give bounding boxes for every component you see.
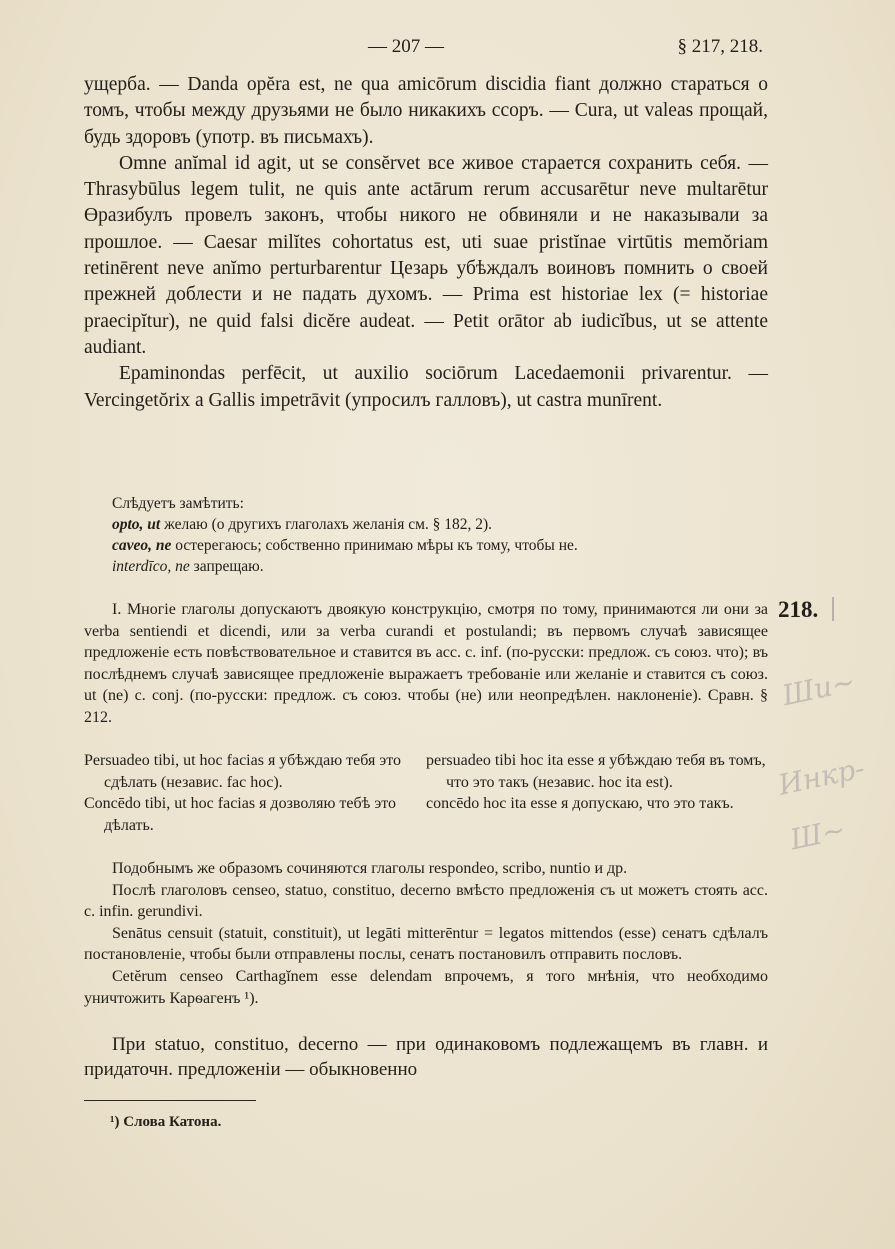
note-item-2: caveo, ne остерегаюсь; собственно принимаю мѣры къ тому, чтобы не. <box>112 537 578 554</box>
closing-paragraph: При statuo, constituo, decerno — при одинаковомъ подлежащемъ въ главн. и придаточн. предложенiи — обыкновенно <box>84 1034 768 1080</box>
main-text-block <box>84 72 768 414</box>
margin-bracket <box>832 597 834 621</box>
examples-table <box>84 750 768 836</box>
footnote: ¹) Слова Катона. <box>110 1114 222 1130</box>
page-number: — 207 — <box>368 36 444 57</box>
after-paragraph-3: Senātus censuit (statuit, constituit), ut legāti mitterēntur = legatos mittendos (esse) сенатъ сдѣлалъ постановленie, чтобы были отправлены послы, сенатъ постановилъ отправить пословъ. <box>84 924 768 964</box>
notes-heading: Слѣдуетъ замѣтить: <box>112 495 244 512</box>
footnote-rule <box>84 1100 256 1101</box>
section-218-intro: I. Многie глаголы допускаютъ двоякую конструкцію, смотря по тому, принимаются ли они за verba sentiendi et dicendi, или за verba curandi et postulandi; въ первомъ случаѣ зависящее предложенie есть повѣствовательное и ставится въ acc. c. inf. (по-русски: предлож. съ союз. что); въ послѣднемъ случаѣ зависящее предложенie выражаетъ требованie или желанie и ставится съ союз. ut (ne) c. conj. (по-русски: предлож. съ союз. чтобы (не) или неопредѣлен. наклоненie). Сравн. § 212. <box>84 601 768 726</box>
example-left: Concēdo tibi, ut hoc facias я дозволяю тебѣ это дѣлать. <box>84 795 396 834</box>
paragraph-1: ущерба. — Danda opĕra est, ne qua amicōrum discidia fiant должно стараться о томъ, чтобы между друзьями не было никакихъ ссоръ. — Cura, ut valeas прощай, будь здоровъ (употр. въ письмахъ). <box>84 74 768 148</box>
section-reference: § 217, 218. <box>677 36 763 57</box>
example-right: persuadeo tibi hoc ita esse я убѣждаю тебя въ томъ, что это такъ (независ. hoc ita est). <box>426 752 766 791</box>
section-218-after <box>84 858 768 1009</box>
example-row <box>84 750 768 793</box>
notes-block <box>84 493 768 577</box>
after-paragraph-1: Подобнымъ же образомъ сочиняются глаголы respondeo, scribo, nuntio и др. <box>112 860 628 877</box>
pencil-annotation: Ш~ <box>787 812 849 857</box>
section-number: 218. <box>778 597 819 622</box>
page-header <box>0 36 895 60</box>
note-item-3: interdīco, ne запрещаю. <box>112 558 264 575</box>
pencil-annotation: Инкр- <box>775 751 868 802</box>
note-item-1: opto, ut желаю (о другихъ глаголахъ желанія см. § 182, 2). <box>112 516 493 533</box>
example-row <box>84 793 768 836</box>
example-left: Persuadeo tibi, ut hoc facias я убѣждаю тебя это сдѣлать (независ. fac hoc). <box>84 752 402 791</box>
after-paragraph-2: Послѣ глаголовъ censeo, statuo, constituo, decerno вмѣсто предложенiя съ ut можетъ стоять acc. c. infin. gerundivi. <box>84 881 768 921</box>
pencil-annotation: Ши~ <box>779 664 859 713</box>
paragraph-2: Omne anĭmal id agit, ut se consĕrvet все живое старается сохранить себя. — Thrasybūlus legem tulit, ne quis ante actārum rerum accusarētur neve multarētur Өразибулъ провелъ законъ, чтобы никого не обвиняли и не наказывали за прошлое. — Caesar milĭtes cohortatus est, uti suae pristĭnae virtūtis memŏriam retinērent neve anĭmo perturbarentur Цезарь убѣждалъ воиновъ помнить о своей прежней доблести и не падать духомъ. — Prima est historiae lex (= historiae praecipĭtur), ne quid falsi dicĕre audeat. — Petit orātor ab iudicĭbus, ut se attente audiant. <box>84 152 768 358</box>
example-right: concēdo hoc ita esse я допускаю, что это такъ. <box>426 795 734 813</box>
after-paragraph-4: Cetĕrum censeo Carthagĭnem esse delendam впрочемъ, я того мнѣнiя, что необходимо уничтожить Карѳагенъ ¹). <box>84 967 768 1007</box>
paragraph-3: Epaminondas perfēcit, ut auxilio sociōrum Lacedaemonii privarentur. — Vercingetŏrix a Gallis impetrāvit (упросилъ галловъ), ut castra munīrent. <box>84 363 768 411</box>
